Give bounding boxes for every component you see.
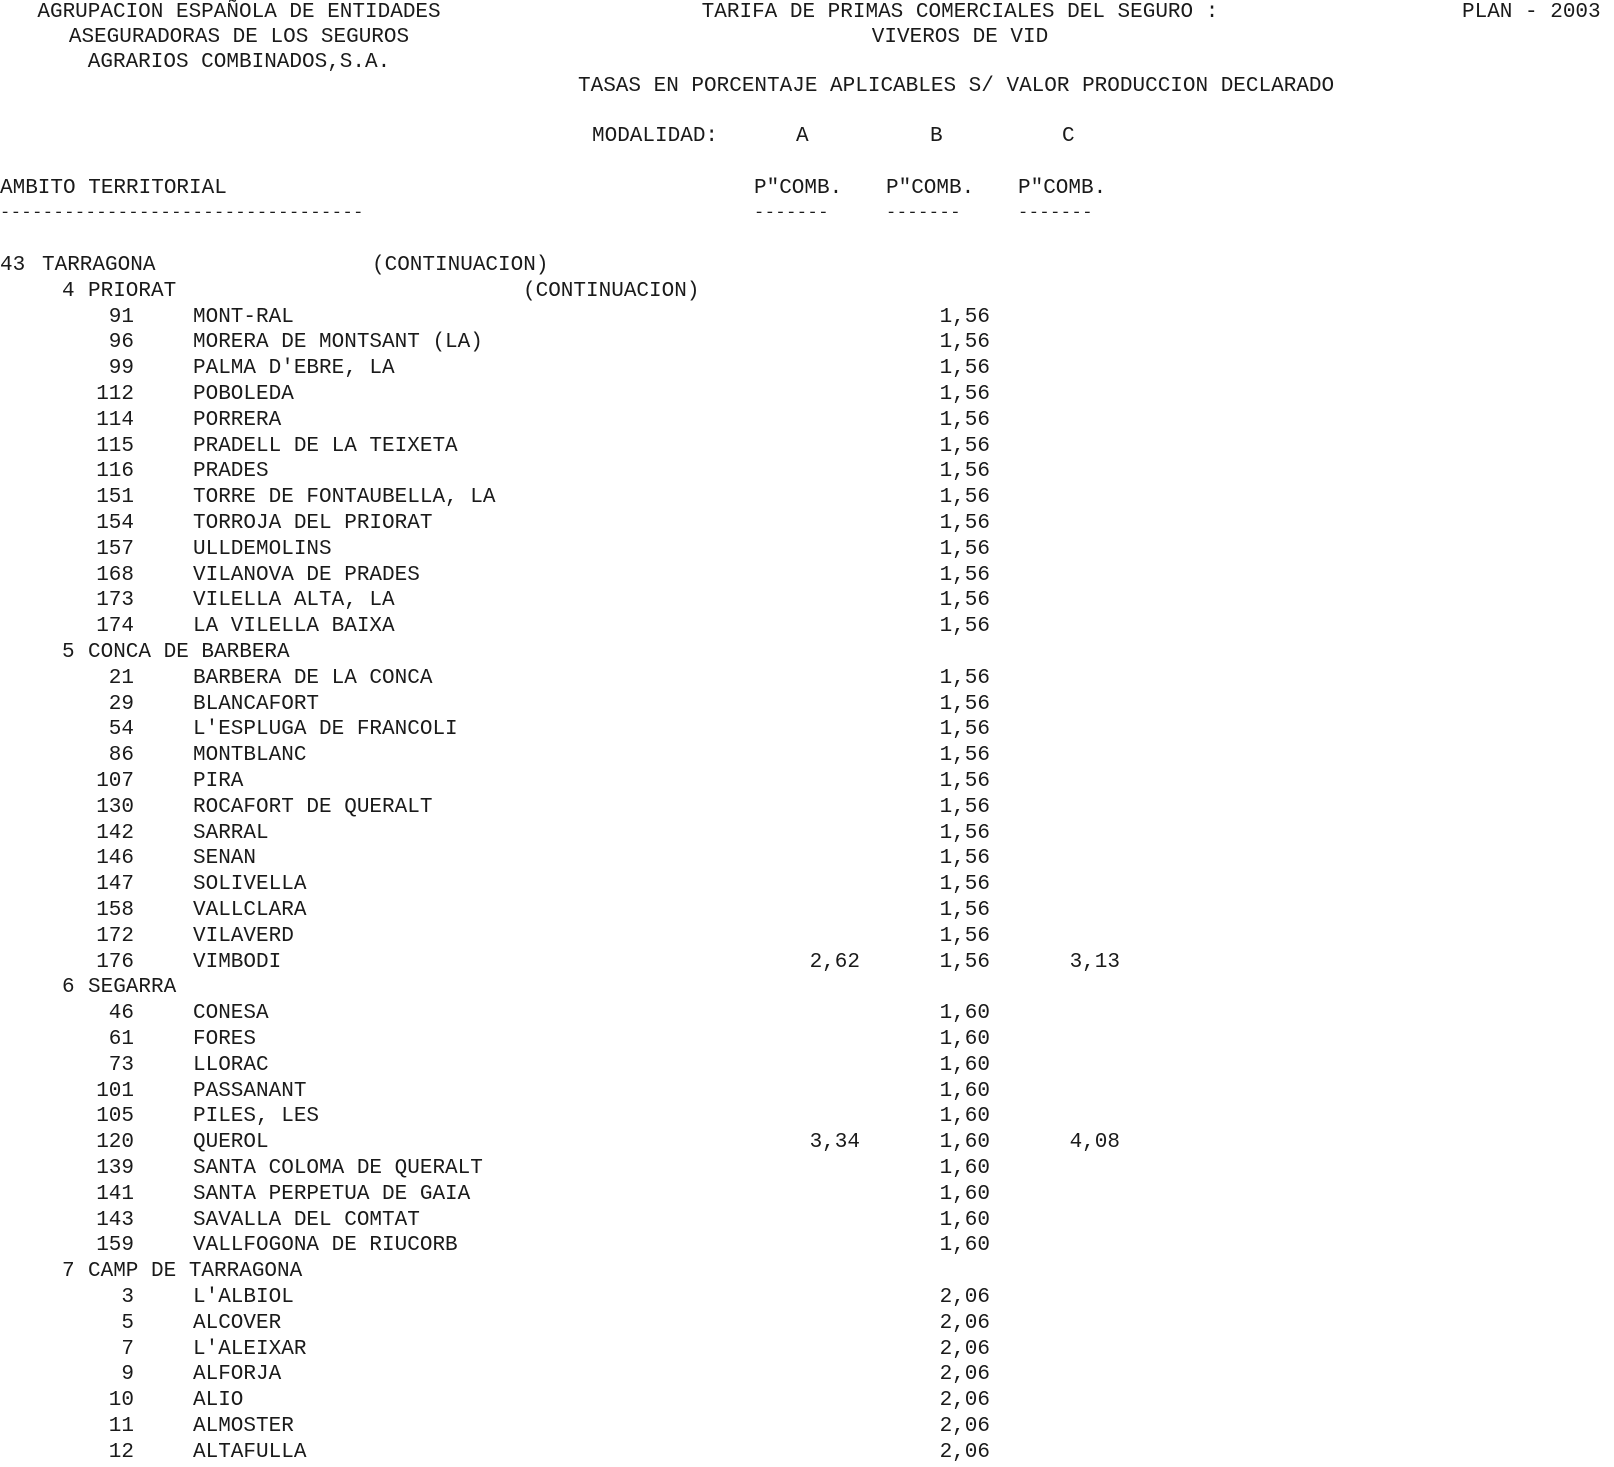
municipality-name: ALCOVER [193,1311,282,1335]
rate-a: 3,34 [809,1131,860,1155]
municipality-name: SOLIVELLA [193,873,307,897]
municipality-name: ROCAFORT DE QUERALT [193,795,433,819]
municipality-code: 172 [96,924,134,948]
municipality-code: 61 [108,1028,134,1051]
municipality-name: VILANOVA DE PRADES [193,563,420,587]
municipality-name: PALMA D'EBRE, LA [193,357,395,381]
ambito-underline: ---------------------------------- [0,204,364,223]
comarca-code: 7 [62,1260,75,1284]
province-name: TARRAGONA [42,254,156,277]
rate-b: 1,56 [939,821,990,845]
municipality-name: TORRE DE FONTAUBELLA, LA [193,486,496,510]
municipality-row [0,409,1200,435]
municipality-row [0,1131,1200,1157]
rate-b: 2,06 [939,1415,990,1438]
municipality-row [0,1415,1200,1441]
municipality-code: 147 [96,873,134,897]
rate-b: 1,60 [939,1105,990,1129]
municipality-code: 99 [108,357,134,381]
municipality-code: 139 [96,1157,134,1180]
column-a-underline: ------- [754,204,829,223]
municipality-code: 46 [108,1002,134,1026]
comarca-row [0,641,1200,667]
municipality-row [0,744,1200,770]
rate-b: 1,56 [939,305,990,329]
municipality-code: 7 [121,1337,134,1361]
org-name-line-2: ASEGURADORAS DE LOS SEGUROS [68,26,410,49]
municipality-code: 176 [96,950,134,974]
municipality-row [0,331,1200,357]
rate-b: 1,60 [939,1182,990,1206]
municipality-name: MONTBLANC [193,744,307,768]
municipality-code: 91 [108,305,134,329]
rate-b: 1,56 [939,434,990,458]
municipality-row [0,1183,1200,1209]
municipality-row [0,1389,1200,1415]
municipality-code: 3 [121,1286,134,1309]
municipality-row [0,564,1200,590]
rate-b: 1,56 [939,486,990,510]
municipality-row [0,1028,1200,1054]
modalidad-c: C [1062,125,1075,148]
municipality-name: L'ESPLUGA DE FRANCOLI [193,718,458,742]
municipality-row [0,1338,1200,1364]
rate-b: 1,60 [939,1157,990,1180]
municipality-name: POBOLEDA [193,383,294,406]
municipality-code: 146 [96,847,134,871]
column-b-header: P"COMB. [886,177,975,200]
municipality-row [0,1002,1200,1028]
ambito-territorial-header: AMBITO TERRITORIAL [0,177,227,200]
municipality-code: 86 [108,744,134,768]
municipality-row [0,512,1200,538]
municipality-code: 174 [96,615,134,639]
municipality-row [0,306,1200,332]
comarca-code: 6 [62,976,75,1000]
rate-b: 1,56 [939,873,990,897]
continuation-note: (CONTINUACION) [372,254,549,277]
municipality-name: SARRAL [193,821,269,845]
municipality-name: PASSANANT [193,1079,307,1103]
municipality-name: ALTAFULLA [193,1440,307,1464]
rate-b: 1,56 [939,795,990,819]
column-a-header: P"COMB. [754,177,843,200]
municipality-row [0,383,1200,409]
municipality-name: VILAVERD [193,924,294,948]
comarca-row [0,1260,1200,1286]
rate-b: 2,06 [939,1286,990,1309]
municipality-code: 116 [96,460,134,484]
municipality-row [0,1441,1200,1467]
modalidad-a: A [796,125,809,148]
municipality-code: 54 [108,718,134,742]
municipality-code: 158 [96,899,134,922]
municipality-name: MORERA DE MONTSANT (LA) [193,331,483,355]
rate-b: 1,60 [939,1053,990,1077]
municipality-code: 168 [96,563,134,587]
municipality-row [0,873,1200,899]
municipality-code: 107 [96,770,134,793]
municipality-row [0,667,1200,693]
rate-b: 1,56 [939,899,990,922]
municipality-code: 112 [96,383,134,406]
municipality-code: 143 [96,1208,134,1232]
municipality-name: LA VILELLA BAIXA [193,615,395,639]
comarca-code: 5 [62,641,75,664]
rate-c: 3,13 [1069,950,1120,974]
rates-description: TASAS EN PORCENTAJE APLICABLES S/ VALOR PRODUCCION DECLARADO [578,75,1335,98]
column-c-header: P"COMB. [1018,177,1107,200]
municipality-code: 154 [96,512,134,535]
org-name-line-1: AGRUPACION ESPAÑOLA DE ENTIDADES [37,1,441,24]
rate-b: 1,56 [939,512,990,535]
municipality-row [0,1105,1200,1131]
comarca-name: CONCA DE BARBERA [88,641,290,664]
plan-label: PLAN - 2003 [1462,1,1601,24]
rate-b: 2,06 [939,1337,990,1361]
municipality-row [0,1080,1200,1106]
municipality-name: ALIO [193,1389,244,1413]
municipality-name: VIMBODI [193,950,282,974]
municipality-code: 12 [108,1440,134,1464]
rate-b: 1,56 [939,615,990,639]
municipality-code: 130 [96,795,134,819]
municipality-name: PRADES [193,460,269,484]
comarca-row [0,280,1200,306]
municipality-row [0,538,1200,564]
municipality-name: LLORAC [193,1053,269,1077]
rate-b: 1,60 [939,1079,990,1103]
municipality-row [0,770,1200,796]
municipality-row [0,486,1200,512]
rate-b: 2,06 [939,1440,990,1464]
municipality-name: TORROJA DEL PRIORAT [193,512,433,535]
municipality-name: VALLFOGONA DE RIUCORB [193,1234,458,1258]
municipality-row [0,460,1200,486]
document-subtitle: VIVEROS DE VID [871,26,1049,49]
municipality-code: 159 [96,1234,134,1258]
province-code: 43 [0,254,26,277]
comarca-code: 4 [62,279,75,303]
municipality-row [0,1054,1200,1080]
org-name-line-3: AGRARIOS COMBINADOS,S.A. [87,51,391,74]
modalidad-b: B [930,125,943,148]
column-c-underline: ------- [1018,204,1093,223]
municipality-name: ALFORJA [193,1363,282,1387]
rate-b: 2,06 [939,1363,990,1387]
rate-b: 1,56 [939,718,990,742]
municipality-name: FORES [193,1028,257,1051]
municipality-code: 5 [121,1311,134,1335]
municipality-code: 157 [96,537,134,561]
municipality-row [0,357,1200,383]
municipality-code: 9 [121,1363,134,1387]
municipality-name: QUEROL [193,1131,269,1155]
municipality-name: ALMOSTER [193,1415,294,1438]
municipality-code: 21 [108,666,134,690]
municipality-name: L'ALBIOL [193,1286,294,1309]
rate-b: 1,56 [939,331,990,355]
municipality-code: 105 [96,1105,134,1129]
rate-b: 1,60 [939,1131,990,1155]
modalidad-label: MODALIDAD: [592,125,719,148]
municipality-row [0,822,1200,848]
municipality-row [0,435,1200,461]
comarca-row [0,976,1200,1002]
municipality-row [0,615,1200,641]
municipality-name: MONT-RAL [193,305,294,329]
province-row [0,254,1200,280]
rate-b: 1,56 [939,589,990,613]
rate-b: 1,60 [939,1028,990,1051]
municipality-name: ULLDEMOLINS [193,537,332,561]
comarca-name: SEGARRA [88,976,177,1000]
municipality-name: PRADELL DE LA TEIXETA [193,434,458,458]
municipality-name: PILES, LES [193,1105,320,1129]
rate-b: 1,60 [939,1002,990,1026]
municipality-code: 141 [96,1182,134,1206]
rate-b: 1,56 [939,460,990,484]
municipality-code: 96 [108,331,134,355]
rate-a: 2,62 [809,950,860,974]
municipality-row [0,1312,1200,1338]
municipality-row [0,1209,1200,1235]
municipality-code: 73 [108,1053,134,1077]
rate-b: 1,56 [939,950,990,974]
municipality-row [0,1363,1200,1389]
municipality-code: 114 [96,408,134,432]
municipality-code: 10 [108,1389,134,1413]
municipality-code: 29 [108,692,134,716]
rate-b: 1,56 [939,408,990,432]
rate-b: 1,56 [939,383,990,406]
rate-b: 2,06 [939,1389,990,1413]
municipality-name: VILELLA ALTA, LA [193,589,395,613]
municipality-name: L'ALEIXAR [193,1337,307,1361]
rate-b: 1,56 [939,924,990,948]
rate-b: 1,56 [939,847,990,871]
municipality-code: 120 [96,1131,134,1155]
municipality-name: CONESA [193,1002,269,1026]
municipality-code: 173 [96,589,134,613]
document-title: TARIFA DE PRIMAS COMERCIALES DEL SEGURO : [701,1,1219,24]
municipality-row [0,1286,1200,1312]
municipality-name: SENAN [193,847,257,871]
municipality-row [0,1234,1200,1260]
municipality-name: BARBERA DE LA CONCA [193,666,433,690]
continuation-note: (CONTINUACION) [523,279,700,303]
municipality-name: SANTA COLOMA DE QUERALT [193,1157,483,1180]
municipality-code: 101 [96,1079,134,1103]
comarca-name: CAMP DE TARRAGONA [88,1260,303,1284]
rate-c: 4,08 [1069,1131,1120,1155]
rate-b: 1,56 [939,563,990,587]
municipality-name: SAVALLA DEL COMTAT [193,1208,420,1232]
rate-b: 1,56 [939,770,990,793]
municipality-row [0,899,1200,925]
municipality-row [0,718,1200,744]
column-b-underline: ------- [886,204,961,223]
municipality-code: 142 [96,821,134,845]
municipality-row [0,589,1200,615]
rate-b: 1,56 [939,666,990,690]
municipality-row [0,796,1200,822]
municipality-row [0,1157,1200,1183]
municipality-name: BLANCAFORT [193,692,320,716]
rate-b: 1,56 [939,744,990,768]
municipality-row [0,951,1200,977]
municipality-row [0,925,1200,951]
municipality-name: PIRA [193,770,244,793]
municipality-code: 11 [108,1415,134,1438]
municipality-code: 115 [96,434,134,458]
municipality-row [0,693,1200,719]
comarca-name: PRIORAT [88,279,177,303]
municipality-name: SANTA PERPETUA DE GAIA [193,1182,471,1206]
municipality-name: PORRERA [193,408,282,432]
rate-b: 1,56 [939,692,990,716]
rate-b: 1,56 [939,357,990,381]
rate-b: 1,60 [939,1234,990,1258]
rate-b: 2,06 [939,1311,990,1335]
municipality-name: VALLCLARA [193,899,307,922]
rate-b: 1,60 [939,1208,990,1232]
municipality-row [0,847,1200,873]
municipality-code: 151 [96,486,134,510]
rate-b: 1,56 [939,537,990,561]
